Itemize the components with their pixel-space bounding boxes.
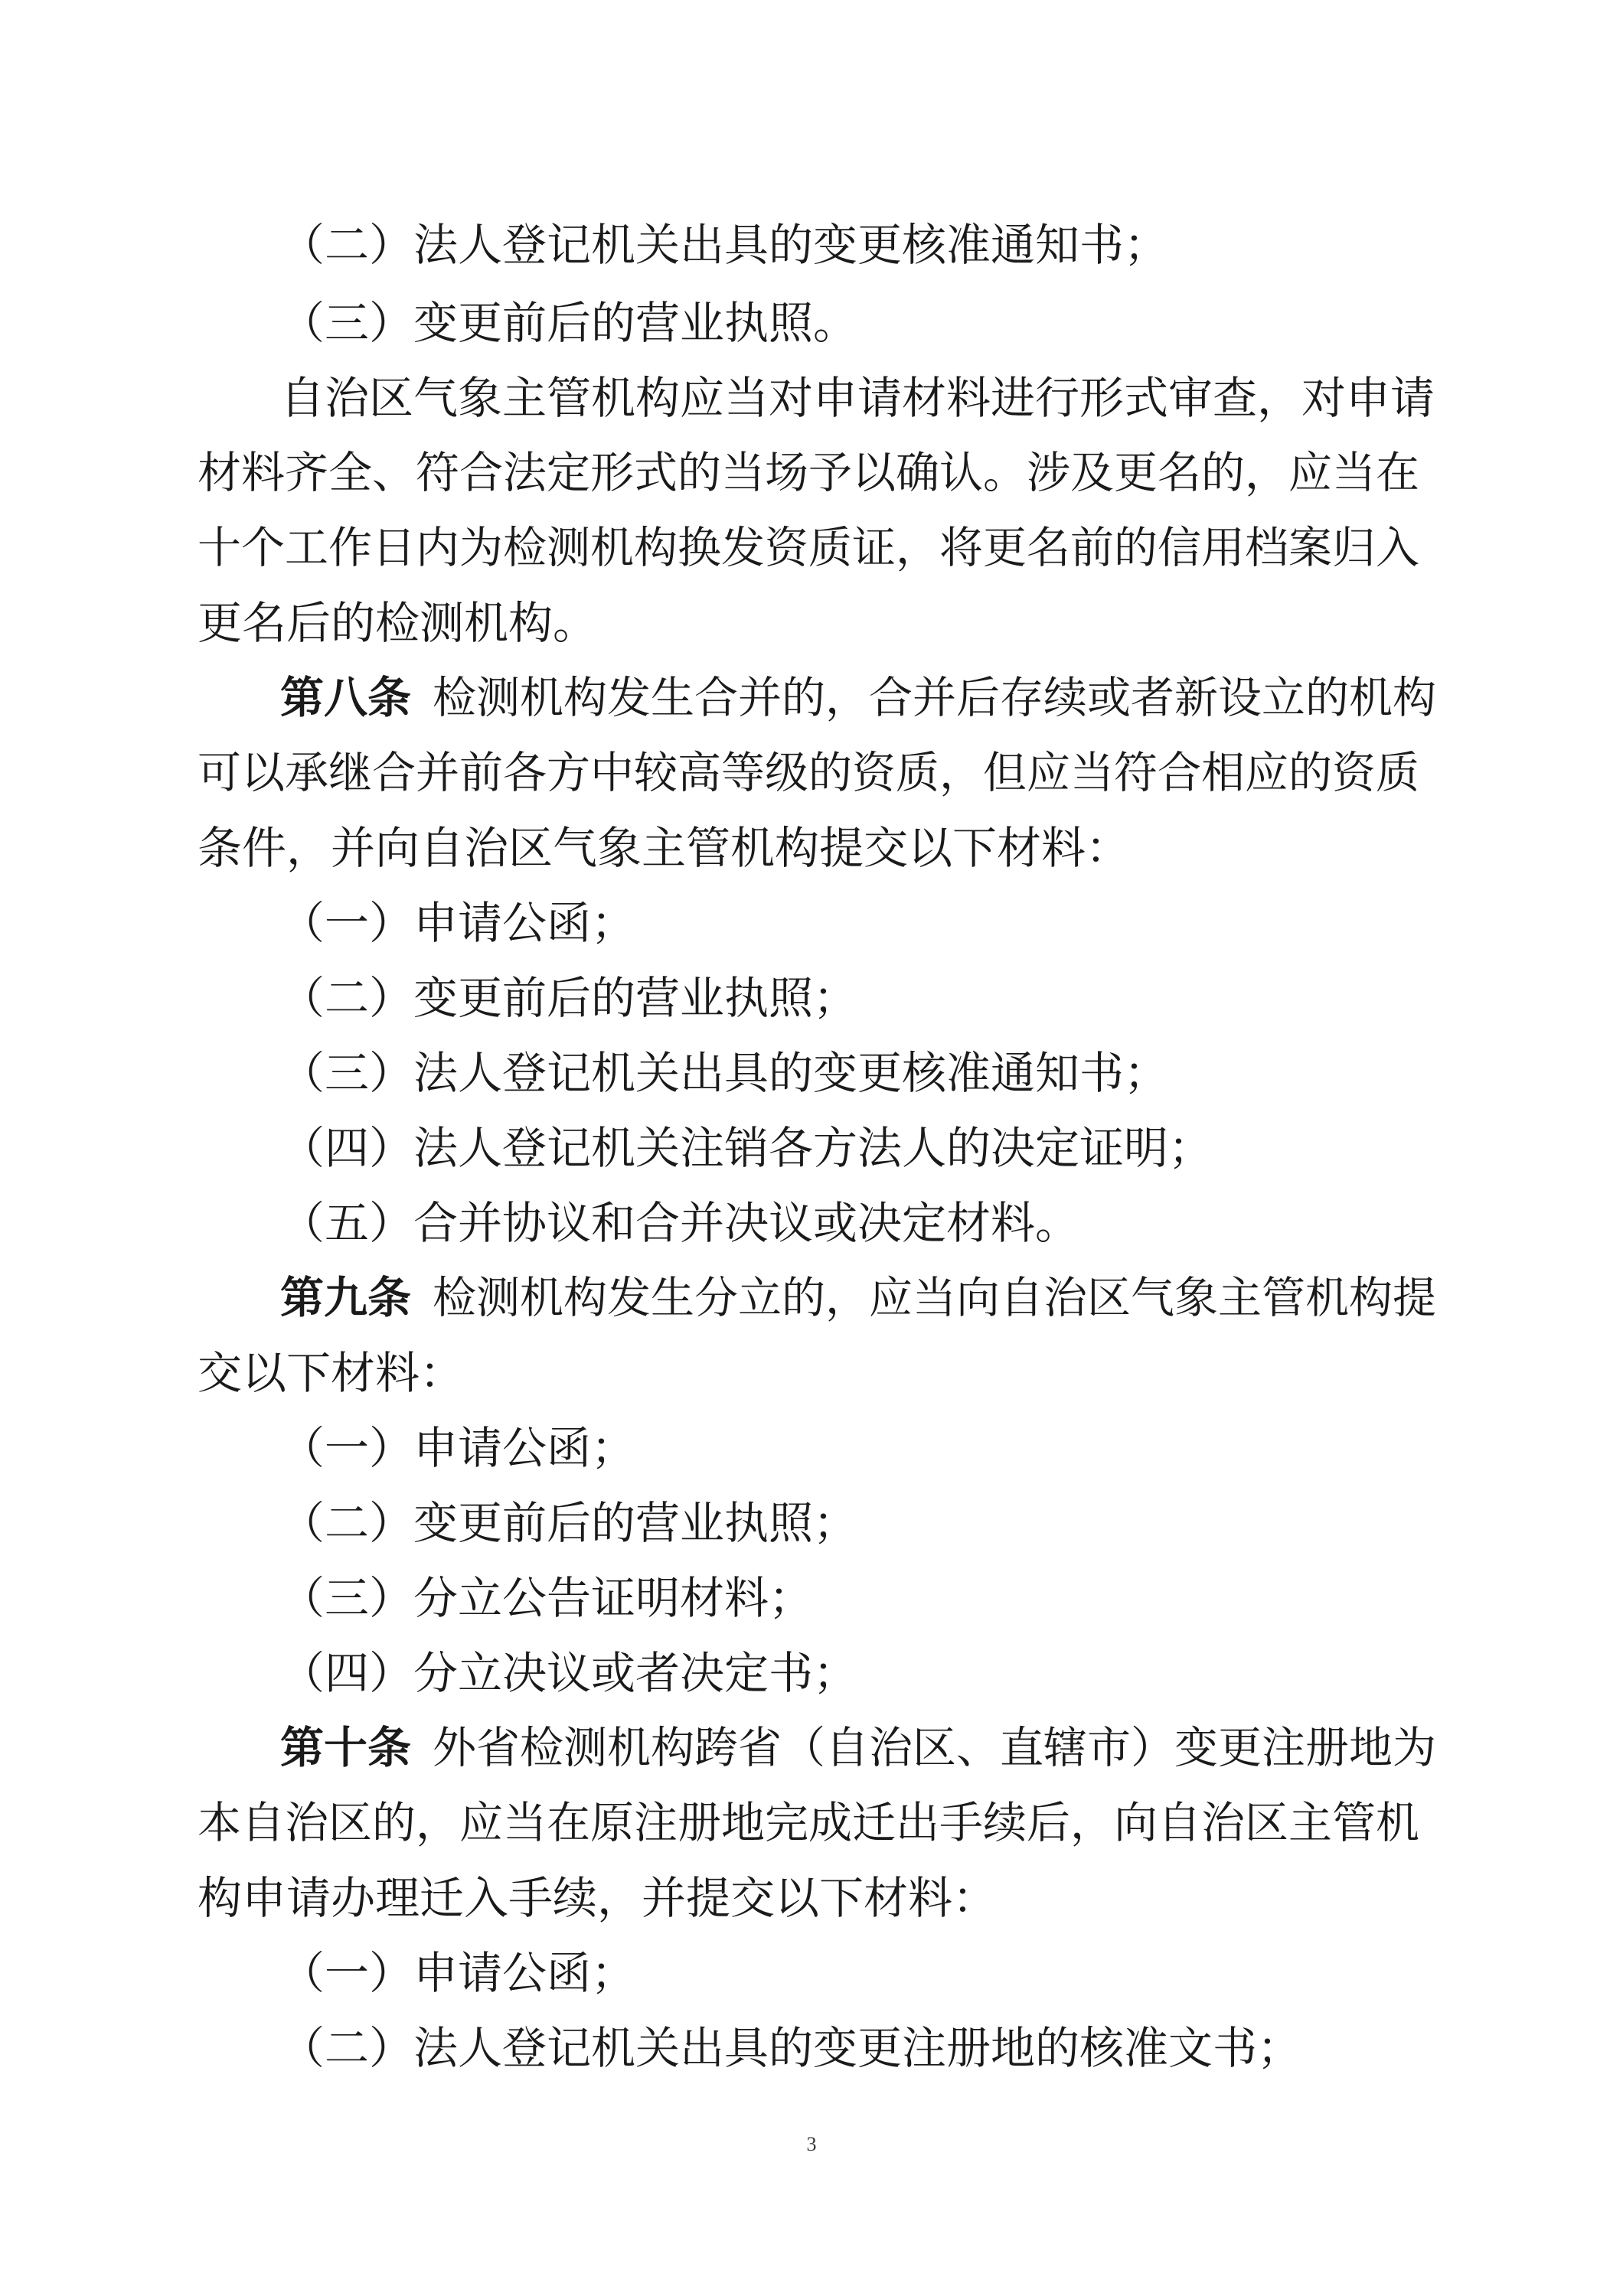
article-heading-line: 第十条 外省检测机构跨省（自治区、直辖市）变更注册地为 [280, 1722, 1436, 1773]
article-label: 第九条 [280, 1272, 411, 1323]
list-item: （三）法人登记机关出具的变更核准通知书； [280, 1047, 1169, 1099]
paragraph-line: 条件，并向自治区气象主管机构提交以下材料： [198, 822, 1131, 874]
list-item: （五）合并协议和合并决议或决定材料。 [280, 1197, 1080, 1249]
article-label: 第十条 [280, 1722, 411, 1773]
list-item: （一）申请公函； [280, 1947, 636, 1999]
article-heading-line: 第九条 检测机构发生分立的，应当向自治区气象主管机构提 [280, 1272, 1436, 1323]
paragraph-line: 材料齐全、符合法定形式的当场予以确认。涉及更名的，应当在 [198, 448, 1419, 498]
list-item: （二）变更前后的营业执照； [280, 1497, 858, 1549]
paragraph-line: 构申请办理迁入手续，并提交以下材料： [198, 1872, 998, 1924]
paragraph-line: 本自治区的，应当在原注册地完成迁出手续后，向自治区主管机 [198, 1798, 1419, 1848]
list-item: （一）申请公函； [280, 897, 636, 949]
paragraph-line: 十个工作日内为检测机构换发资质证，将更名前的信用档案归入 [198, 523, 1419, 573]
paragraph-line: 交以下材料： [198, 1347, 465, 1399]
paragraph-line: 自治区气象主管机构应当对申请材料进行形式审查，对申请 [280, 372, 1435, 424]
paragraph-line: （二）法人登记机关出具的变更核准通知书； [280, 219, 1169, 271]
list-item: （二）变更前后的营业执照； [280, 972, 858, 1024]
paragraph-line: （三）变更前后的营业执照。 [280, 297, 858, 349]
list-item: （一）申请公函； [280, 1422, 636, 1474]
article-label: 第八条 [280, 672, 411, 723]
list-item: （四）法人登记机关注销各方法人的决定证明； [280, 1122, 1213, 1174]
article-heading-line: 第八条 检测机构发生合并的，合并后存续或者新设立的机构 [280, 672, 1436, 723]
list-item: （二）法人登记机关出具的变更注册地的核准文书； [280, 2022, 1302, 2074]
list-item: （四）分立决议或者决定书； [280, 1647, 858, 1699]
paragraph-line: 可以承继合并前各方中较高等级的资质，但应当符合相应的资质 [198, 748, 1419, 798]
paragraph-line: 更名后的检测机构。 [198, 597, 598, 649]
page-number: 3 [806, 2133, 817, 2155]
list-item: （三）分立公告证明材料； [280, 1572, 814, 1624]
